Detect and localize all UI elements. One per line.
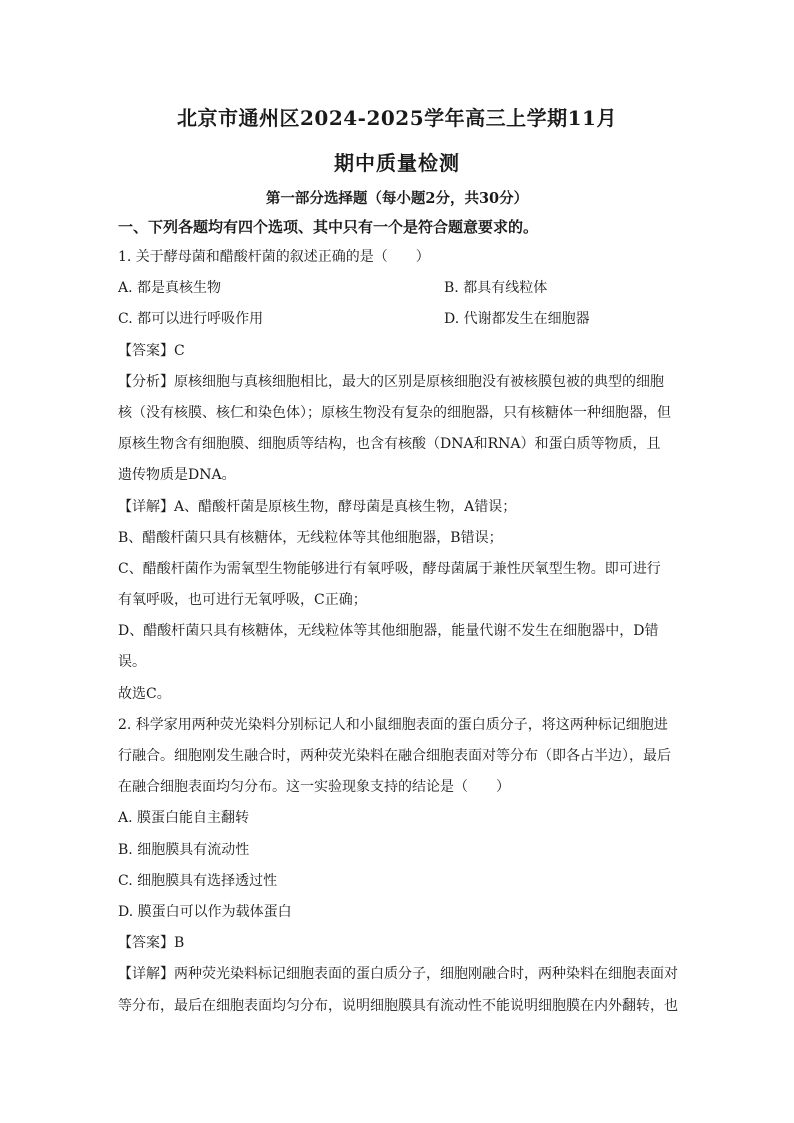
question-content [118,242,678,1022]
q2-option-d: D. 膜蛋白可以作为载体蛋白 [118,903,292,920]
exam-subtitle: 期中质量检测 [334,151,460,175]
q1-options-row-2 [118,304,678,335]
q1-option-d: D. 代谢都发生在细胞器 [444,311,590,328]
q1-detail-line: 【详解】A、醋酸杆菌是原核生物，酵母菌是真核生物，A错误； [118,498,517,515]
q1-analysis-line: 遗传物质是DNA。 [118,467,236,484]
q1-options-row-1 [118,273,678,304]
q2-option-c: C. 细胞膜具有选择透过性 [118,872,278,889]
q1-stem: 1. 关于酵母菌和醋酸杆菌的叙述正确的是（ ） [118,249,430,265]
q1-detail-line: 有氧呼吸，也可进行无氧呼吸，C正确； [118,592,367,609]
q1-answer: 【答案】C [118,342,185,359]
q1-analysis-line: 原核生物含有细胞膜、细胞质等结构，也含有核酸（DNA和RNA）和蛋白质等物质，且 [118,436,661,453]
q2-option-b: B. 细胞膜具有流动性 [118,841,250,858]
part-title: 第一部分选择题（每小题2分，共30分） [265,190,529,207]
q2-detail-line: 【详解】两种荧光染料标记细胞表面的蛋白质分子，细胞刚融合时，两种染料在细胞表面对 [118,966,678,983]
q1-detail-line: C、醋酸杆菌作为需氧型生物能够进行有氧呼吸，酵母菌属于兼性厌氧型生物。即可进行 [118,560,661,577]
q2-answer: 【答案】B [118,935,185,952]
exam-title: 北京市通州区2024-2025学年高三上学期11月 [177,106,617,130]
q1-detail-line: D、醋酸杆菌只具有核糖体，无线粒体等其他细胞器，能量代谢不发生在细胞器中，D错 [118,623,659,640]
q1-analysis-line: 核（没有核膜、核仁和染色体）；原核生物没有复杂的细胞器，只有核糖体一种细胞器，但 [118,404,671,421]
q2-stem-line: 在融合细胞表面均匀分布。这一实验现象支持的结论是（ ） [118,779,510,796]
q2-stem-line: 2. 科学家用两种荧光染料分别标记人和小鼠细胞表面的蛋白质分子，将这两种标记细胞进 [118,716,668,733]
q1-option-b: B. 都具有线粒体 [444,280,548,297]
q1-analysis-line: 【分析】原核细胞与真核细胞相比，最大的区别是原核细胞没有被核膜包被的典型的细胞 [118,373,664,390]
section-title: 一、下列各题均有四个选项、其中只有一个是符合题意要求的。 [118,218,539,236]
q2-detail-line: 等分布，最后在细胞表面均匀分布，说明细胞膜具有流动性不能说明细胞膜在内外翻转，也 [118,997,678,1014]
q2-option-a: A. 膜蛋白能自主翻转 [118,810,250,827]
q1-detail-line: B、醋酸杆菌只具有核糖体，无线粒体等其他细胞器，B错误； [118,529,503,546]
q2-stem-line: 行融合。细胞刚发生融合时，两种荧光染料在融合细胞表面对等分布（即各占半边），最后 [118,748,671,764]
q1-option-c: C. 都可以进行呼吸作用 [118,311,264,328]
q1-conclusion: 故选C。 [118,685,171,702]
q1-option-a: A. 都是真核生物 [118,280,222,297]
q1-detail-line: 误。 [118,654,146,671]
